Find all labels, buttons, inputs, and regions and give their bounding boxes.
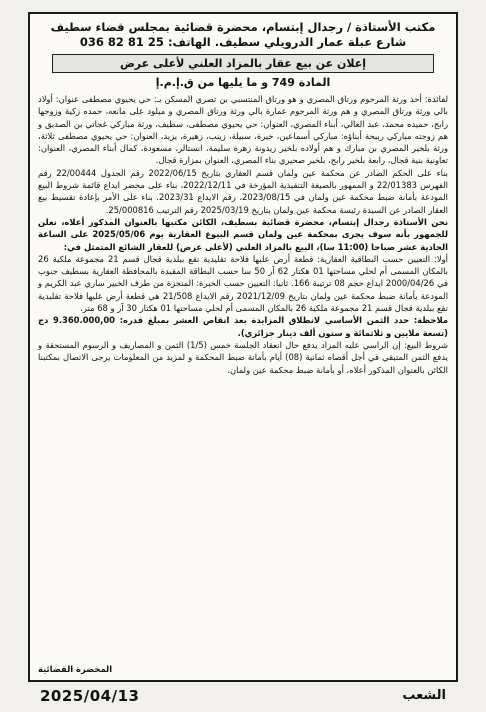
office-address: شارع عبلة عمار الدرويلي سطيف. الهاتف: 25 81 82 036 <box>79 35 407 49</box>
notice-body <box>30 89 456 376</box>
signature: المحضرة القضائية <box>38 664 113 674</box>
publication-date: 2025/04/13 <box>40 687 140 705</box>
office-name: مكتب الأستاذة / رجدال إبتسام، محضرة قضائية بمجلس قضاء سطيف <box>50 20 436 34</box>
legal-article: المادة 749 و ما يليها من ق.إ.م.إ <box>155 76 331 89</box>
newspaper-name: الشعب <box>402 688 446 703</box>
reserve-price-paragraph: ملاحظة: حدد الثمن الأساسي لانطلاق المزايدة بعد انقاص العشر بمبلغ قدره: 9.360.000,00 دج (تسعة ملايين و ثلاثمائة و ستون ألف دينار جزائري). <box>38 315 449 338</box>
property-description-paragraph: أولا: التعيين حسب البطاقية العقارية: قطعة أرض عليها فلاحة تقليدية تقع ببلدية قجال قسم 21 مجموعة ملكية 26 بالمكان المسمى أم لحلي مساحتها 01 هكتار 62 آر 50 سا حسب البطاقة المقيدة بالمحافظة العقارية بسطيف جنوب في 2000/04/26 ايداع حجم 08 ترتيبة 166. ثانيا: التعيين حسب الخبرة: المنجزة من طرف الخبير ساري عبد الكريم و المودعة بأمانة ضبط محكمة عين ولمان بتاريخ 2021/12/09 رقم الايداع 21/508 هي قطعة أرض عليها فلاحة تقليدية تقع ببلدية قجال قسم 21 مجموعة ملكية 26 بالمكان المسمى أم لحلي مساحتها 01 هكتار 30 آر و 68 متر. <box>38 253 449 314</box>
judgment-paragraph: بناء على الحكم الصادر عن محكمة عين ولمان قسم العقاري بتاريخ 2022/06/15 رقم الجدول 22/00444 رقم الفهرس 22/01383 و الممهور بالصيغة التنفيذية المؤرخة في 2022/12/11، بناء على محضر ايداع قائمة شروط البيع المودعة بأمانة ضبط محكمة عين ولمان في 2023/08/15، رقم الايداع 2023/31. بناء على الأمر بإعادة تقسيط بيع العقار الصادر عن السيدة رئيسة محكمة عين ولمان بتاريخ 2025/03/19 رقم الترتيب 25/000816. <box>38 167 448 215</box>
announcement-paragraph: نحن الأستاذة رجدال إبتسام، محضرة قضائية بسطيف، الكائن مكتبها بالعنوان المذكور أعلاه، نعلن للجمهور بأنه سوف يجرى بمحكمة عين ولمان قسم البيوع العقارية يوم 2025/05/06 على الساعة الحادية عشر صباحا (11:00 سا)، البيع بالمزاد العلني (لأعلى عرض) للعقار الشائع المتمثل في: <box>38 216 448 252</box>
publication-strip <box>40 686 446 708</box>
sale-conditions-paragraph: شروط البيع: إن الراسي عليه المزاد يدفع حال انعقاد الجلسة خمس (1/5) الثمن و المصاريف و الرسوم المستحقة و يدفع الثمن المتبقي في أجل أقصاه ثمانية (08) أيام بأمانة ضبط المحكمة و لمزيد من المعلومات يرجى الاتصال بمكتبنا الكائن بالعنوان المذكور أعلاه، أو بأمانة ضبط محكمة عين ولمان. <box>38 339 448 375</box>
legal-notice <box>28 12 458 682</box>
beneficiaries-paragraph: لفائدة: أحد ورثة المرحوم ورتاق المصري و هو ورتاق المنتسبي بن تصري المسكن بـ: حي يحيوي مصطفى عنوان: أولاد بالي ورثة ورتاق المصري و هم ورثة المرحوم عمارة بالي ورثة ورتاق المصري و ميلود على مانعه، حمده زكية وزوجها رابح، حميده محمد، عبد العالي، أبناء المصري، العنوان: حي يحيوي مصطفى، سطيف، ورثة مباركي غجاتي بن الصديق و هم زوجته مباركي ربيحة أبناؤه: مباركي أسماعين، خيرة، سبيلة، زينب، زهيرة، يزيد، العنوان: حي يحيوي مصطفى ثلاثة، ورثة بلخير المصري بن مبارك و هم أولاده بلخير زيدونة زهرة سليمة، انستالر، مسعودة، كمال أبناء المصري، العنوان: تعاونية بنية قجال، رابعة بلخير رابح، بلخير صحيري بناء المصري، العنوان بمزارة قجال. <box>38 94 448 166</box>
notice-title: إعلان عن بيع عقار بالمزاد العلني لأعلى عرض <box>52 54 434 73</box>
notice-header <box>30 14 456 50</box>
notice-footer <box>38 664 448 674</box>
